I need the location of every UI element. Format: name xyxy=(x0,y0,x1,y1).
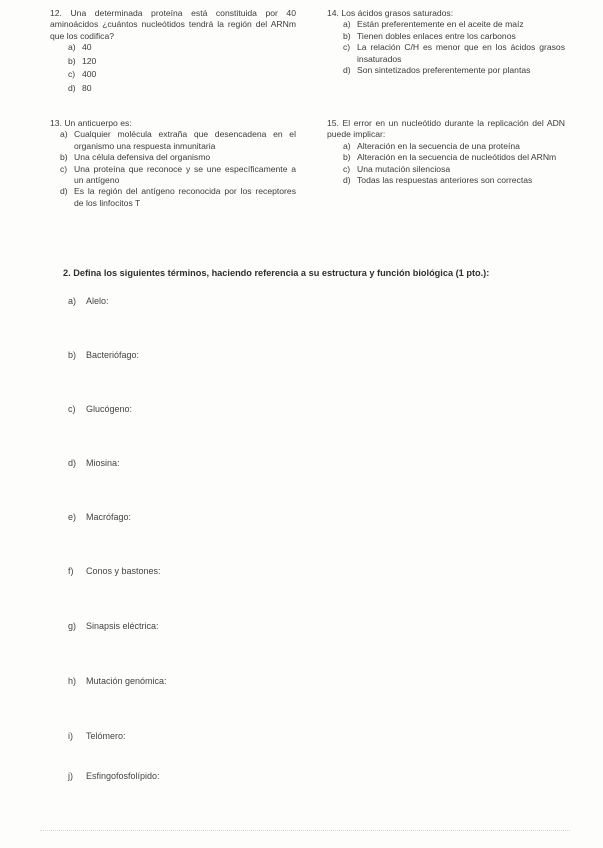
option-item xyxy=(343,175,565,186)
term-label: Glucógeno: xyxy=(86,404,133,414)
term-label: Macrófago: xyxy=(86,512,132,522)
option-letter: d) xyxy=(343,175,351,186)
question-13-options xyxy=(60,129,296,209)
option-text: Una mutación silenciosa xyxy=(357,163,451,174)
option-text: Tienen dobles enlaces entre los carbonos xyxy=(357,30,516,41)
option-item xyxy=(343,152,565,163)
option-letter: c) xyxy=(343,42,351,53)
option-item xyxy=(343,19,565,30)
term-letter: b) xyxy=(68,350,77,360)
option-text: Es la región del antígeno reconocida por los receptores de los linfocitos T xyxy=(74,186,296,208)
question-12-stem: 12. Una determinada proteína está constituida por 40 aminoácidos ¿cuántos nucleótidos tendrá la región del ARNm que los codifica? xyxy=(50,8,296,41)
term-item xyxy=(68,458,120,468)
term-item xyxy=(68,404,132,414)
term-label: Miosina: xyxy=(86,458,120,468)
option-item xyxy=(68,56,296,70)
term-item xyxy=(68,731,126,741)
question-14-options xyxy=(343,19,565,76)
term-item xyxy=(68,296,109,306)
option-letter: c) xyxy=(60,163,68,174)
option-text: Están preferentemente en el aceite de maíz xyxy=(357,19,524,30)
option-item xyxy=(68,42,296,56)
option-item xyxy=(343,31,565,42)
option-text: Alteración en la secuencia de una proteína xyxy=(357,140,520,151)
scan-artifact-divider xyxy=(40,830,570,831)
option-letter: a) xyxy=(343,140,351,151)
option-item xyxy=(60,152,296,163)
option-text: Una célula defensiva del organismo xyxy=(74,152,211,163)
term-letter: g) xyxy=(68,621,77,631)
option-letter: c) xyxy=(343,163,351,174)
term-item xyxy=(68,621,159,631)
option-letter: b) xyxy=(60,152,68,163)
option-item xyxy=(60,129,296,152)
option-item xyxy=(343,164,565,175)
option-letter: d) xyxy=(343,65,351,76)
term-label: Esfingofosfolípido: xyxy=(86,771,160,781)
term-letter: e) xyxy=(68,512,77,522)
term-item xyxy=(68,512,131,522)
term-item xyxy=(68,566,161,576)
option-text: Cualquier molécula extraña que desencadena en el organismo una respuesta inmunitaria xyxy=(74,129,296,151)
option-text: Una proteína que reconoce y se une específicamente a un antígeno xyxy=(74,163,296,186)
option-text: 40 xyxy=(82,42,92,53)
question-15-options xyxy=(343,141,565,187)
term-item xyxy=(68,771,160,781)
option-text: 400 xyxy=(82,69,97,80)
question-14 xyxy=(327,8,565,76)
term-letter: f) xyxy=(68,566,74,576)
option-letter: b) xyxy=(343,30,351,41)
option-letter: b) xyxy=(343,152,351,163)
question-15 xyxy=(327,118,565,186)
option-letter: a) xyxy=(60,129,68,140)
question-13-stem: 13. Un anticuerpo es: xyxy=(50,118,132,128)
option-text: Alteración en la secuencia de nucleótidos del ARNm xyxy=(357,152,557,163)
question-14-stem: 14. Los ácidos grasos saturados: xyxy=(327,8,454,18)
option-letter: d) xyxy=(68,82,76,93)
option-letter: b) xyxy=(68,55,76,66)
option-letter: d) xyxy=(60,186,68,197)
term-letter: d) xyxy=(68,458,77,468)
option-letter: a) xyxy=(343,19,351,30)
option-text: 120 xyxy=(82,55,97,66)
question-12 xyxy=(50,8,296,96)
term-label: Bacteriófago: xyxy=(86,350,140,360)
term-label: Alelo: xyxy=(86,296,109,306)
term-letter: c) xyxy=(68,404,76,414)
section-2-title: 2. Defina los siguientes términos, haciendo referencia a su estructura y función biológica (1 pto.): xyxy=(63,268,490,278)
term-label: Sinapsis eléctrica: xyxy=(86,621,159,631)
term-item xyxy=(68,676,167,686)
question-12-options xyxy=(68,42,296,96)
option-text: Son sintetizados preferentemente por plantas xyxy=(357,65,531,76)
term-letter: a) xyxy=(68,296,77,306)
option-item xyxy=(343,65,565,76)
option-item xyxy=(68,83,296,97)
option-text: Todas las respuestas anteriores son correctas xyxy=(357,175,533,186)
option-item xyxy=(343,141,565,152)
option-item xyxy=(60,186,296,209)
term-item xyxy=(68,350,139,360)
option-letter: a) xyxy=(68,42,76,53)
term-letter: j) xyxy=(68,771,73,781)
term-label: Mutación genómica: xyxy=(86,676,167,686)
option-letter: c) xyxy=(68,69,76,80)
option-item xyxy=(343,42,565,65)
option-text: 80 xyxy=(82,82,92,93)
term-letter: i) xyxy=(68,731,73,741)
question-13 xyxy=(50,118,296,209)
term-letter: h) xyxy=(68,676,77,686)
option-item xyxy=(68,69,296,83)
option-text: La relación C/H es menor que en los ácidos grasos insaturados xyxy=(357,42,565,64)
term-label: Telómero: xyxy=(86,731,126,741)
option-item xyxy=(60,164,296,187)
term-label: Conos y bastones: xyxy=(86,566,161,576)
question-15-stem: 15. El error en un nucleótido durante la replicación del ADN puede implicar: xyxy=(327,118,565,140)
